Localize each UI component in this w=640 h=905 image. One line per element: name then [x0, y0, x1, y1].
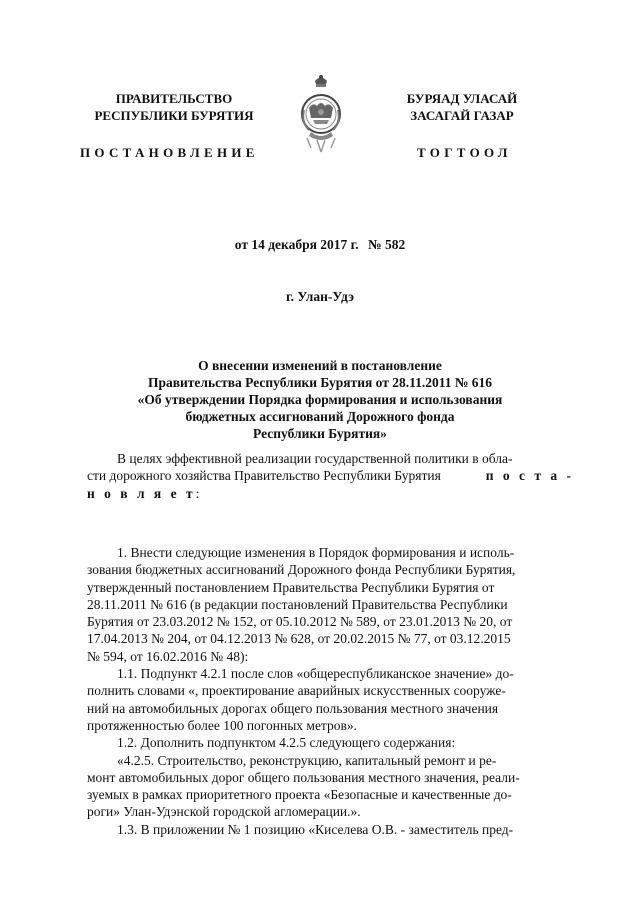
government-name-line: БУРЯАД УЛАСАЙ [406, 91, 518, 106]
decree-city: г. Улан-Удэ [286, 289, 354, 304]
government-name-russian [74, 90, 274, 124]
preamble-line-text: В целях эффективной реализации государственной политики в обла- [117, 451, 513, 466]
government-name-line: ПРАВИТЕЛЬСТВО [115, 91, 233, 106]
body-line-text: 1.1. Подпункт 4.2.1 после слов «общереспубликанское значение» до- [117, 666, 514, 682]
body-line-text: Бурятия от 23.03.2012 № 152, от 05.10.2012 № 589, от 23.01.2013 № 20, от [87, 614, 513, 630]
body-line-text: утвержденный постановлением Правительства Республики Бурятия от [87, 579, 495, 595]
title-line: Правительства Республики Бурятия от 28.11.2011 № 616 [147, 375, 493, 390]
title-line: «Об утверждении Порядка формирования и использования [137, 392, 503, 407]
body-line [87, 544, 574, 561]
body-line-text: зуемых в рамках приоритетного проекта «Безопасные и качественные до- [87, 787, 512, 803]
body-line [87, 786, 574, 803]
government-name-line: РЕСПУБЛИКИ БУРЯТИЯ [94, 108, 254, 123]
body-line [87, 630, 574, 647]
body-line-text: монт автомобильных дорог общего пользования местного значения, реали- [87, 769, 520, 785]
body-line [87, 613, 574, 630]
preamble-line [87, 485, 574, 502]
body-line-text: роги» Улан-Удэнской городской агломерации.». [87, 804, 361, 820]
body-line-text: № 594, от 16.02.2016 № 48): [87, 648, 249, 664]
body-line [87, 752, 574, 769]
title-line: Республики Бурятия» [253, 426, 387, 441]
resolves-word-part: п о с т а - [485, 468, 574, 484]
decree-type-buryat: ТОГТООЛ [417, 145, 512, 160]
title-line: бюджетных ассигнований Дорожного фонда [185, 409, 455, 424]
decree-number: № 582 [368, 237, 406, 252]
body-line-text: протяженностью более 100 погонных метров». [87, 717, 357, 733]
body-line-text: 1. Внести следующие изменения в Порядок формирования и исполь- [117, 545, 515, 560]
preamble-line-text: сти дорожного хозяйства Правительство Республики Бурятия [87, 468, 441, 484]
body-line [87, 682, 574, 699]
body-line [87, 648, 574, 665]
body-line-text: 1.2. Дополнить подпунктом 4.2.5 следующего содержания: [117, 735, 456, 751]
decree-date-line [0, 237, 640, 253]
resolves-word-part: н о в л я е т [87, 485, 196, 501]
government-name-buryat [362, 90, 562, 124]
decree-type-russian: ПОСТАНОВЛЕНИЕ [80, 145, 259, 160]
decree-body [87, 544, 574, 838]
body-line [87, 596, 574, 613]
body-line [87, 717, 574, 734]
preamble-line [87, 450, 574, 467]
body-line-text: 1.3. В приложении № 1 позицию «Киселева О.В. - заместитель пред- [117, 821, 514, 837]
body-line [87, 734, 574, 751]
body-line-text: «4.2.5. Строительство, реконструкцию, капитальный ремонт и ре- [117, 752, 497, 768]
body-line [87, 579, 574, 596]
body-line [87, 821, 574, 838]
body-line [87, 803, 574, 820]
decree-date: от 14 декабря 2017 г. [234, 237, 359, 252]
title-line: О внесении изменений в постановление [198, 358, 442, 373]
republic-of-buryatia-coat-of-arms-icon [297, 72, 345, 158]
body-line [87, 665, 574, 682]
preamble-line [87, 467, 574, 484]
preamble-paragraph [87, 450, 574, 502]
body-line [87, 561, 574, 578]
body-line-text: зования бюджетных ассигнований Дорожного фонда Республики Бурятия, [87, 562, 516, 578]
body-line [87, 700, 574, 717]
body-line-text: ний на автомобильных дорогах общего пользования местного значения [87, 700, 499, 716]
body-line-text: 17.04.2013 № 204, от 04.12.2013 № 628, от 20.02.2015 № 77, от 03.12.2015 [87, 631, 511, 647]
body-line-text: полнить словами «, проектирование аварийных искусственных сооруже- [87, 683, 506, 699]
government-name-line: ЗАСАГАЙ ГАЗАР [410, 108, 514, 123]
body-line [87, 769, 574, 786]
preamble-line-tail: : [195, 485, 200, 501]
decree-title [100, 357, 540, 442]
body-line-text: 28.11.2011 № 616 (в редакции постановлений Правительства Республики [87, 596, 508, 612]
